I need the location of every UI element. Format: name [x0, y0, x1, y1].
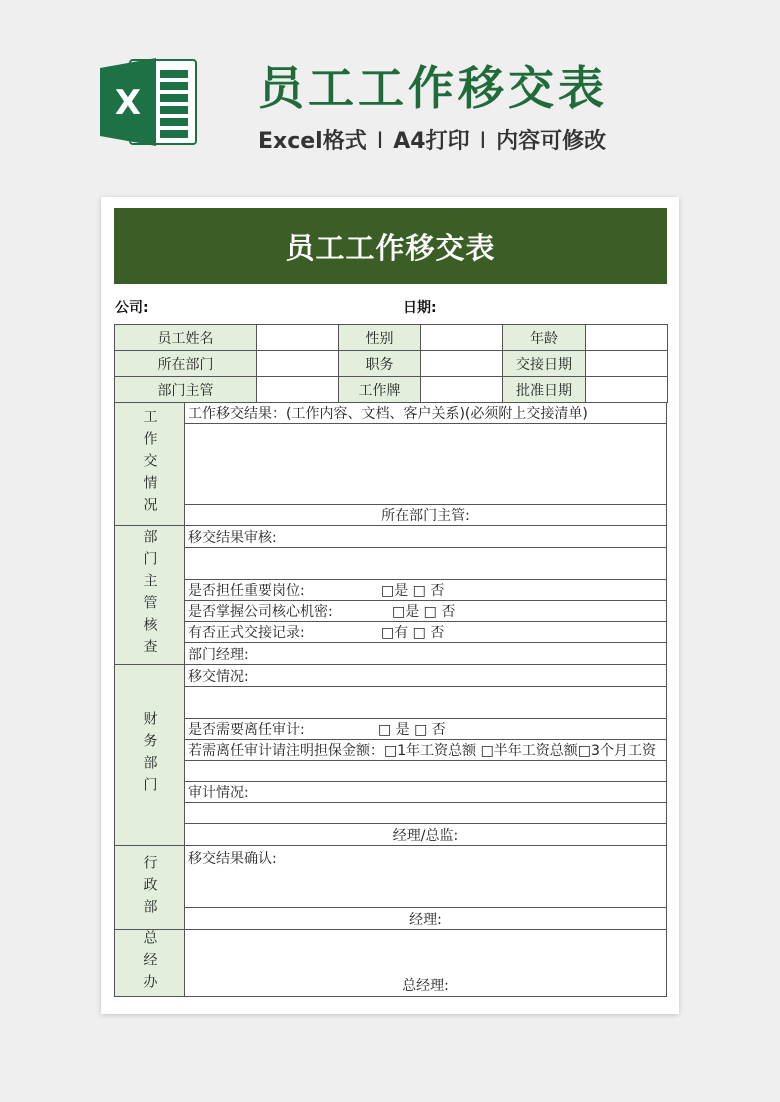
page-title: 员工工作移交表 [258, 61, 608, 115]
section-label [115, 930, 185, 996]
excel-logo-icon [100, 56, 198, 148]
section-label [115, 526, 185, 664]
gm-section-label: 总经办 [141, 930, 158, 996]
dept-q1-label: 是否担任重要岗位: [188, 583, 305, 599]
approval-date-field[interactable] [586, 377, 668, 403]
dept-q3-options[interactable]: □有 □ 否 [381, 625, 445, 641]
subtitle-editable: 内容可修改 [496, 129, 607, 154]
finance-audit-status-field[interactable] [185, 803, 666, 824]
dept-q3-label: 有否正式交接记录: [188, 625, 305, 641]
position-field[interactable] [421, 351, 503, 377]
work-result-label: 工作移交结果：(工作内容、文档、客户关系)(必须附上交接清单) [185, 403, 666, 424]
dept-manager-sign: 部门经理: [188, 646, 249, 663]
gender-label: 性别 [339, 325, 421, 351]
admin-section [114, 846, 667, 930]
info-row [115, 351, 668, 377]
supervisor-label: 部门主管 [115, 377, 257, 403]
finance-section-label: 财务部门 [141, 711, 158, 799]
handover-date-field[interactable] [586, 351, 668, 377]
position-label: 职务 [339, 351, 421, 377]
finance-audit-options[interactable]: □ 是 □ 否 [378, 722, 446, 738]
handover-date-label: 交接日期 [503, 351, 586, 377]
dept-section-label: 部门主管核查 [141, 529, 158, 661]
handover-form [114, 324, 667, 1002]
gm-sign: 总经理: [402, 978, 449, 994]
form-sheet [101, 197, 679, 1014]
employee-info-table [114, 324, 668, 403]
info-row [115, 325, 668, 351]
finance-blank-row[interactable] [185, 761, 666, 782]
dept-q2-label: 是否掌握公司核心机密: [188, 604, 333, 620]
admin-section-label: 行政部 [141, 854, 158, 921]
work-section-label: 工作交情况 [141, 409, 158, 519]
work-supervisor-sign: 所在部门主管: [381, 508, 470, 524]
subtitle-separator: I [479, 129, 487, 154]
dept-check-section [114, 526, 667, 665]
admin-confirm-label: 移交结果确认: [185, 846, 666, 908]
department-field[interactable] [257, 351, 339, 377]
dept-q3-row [185, 622, 666, 643]
finance-audit-status-label: 审计情况: [185, 782, 666, 803]
finance-audit-row [185, 719, 666, 740]
admin-manager-sign: 经理: [409, 911, 442, 928]
finance-guarantee-row: 若需离任审计请注明担保金额：□1年工资总额 □半年工资总额□3个月工资 [185, 740, 666, 761]
date-label: 日期: [403, 300, 437, 316]
age-field[interactable] [586, 325, 668, 351]
work-handover-section [114, 403, 667, 526]
subtitle-separator: I [376, 129, 384, 154]
dept-review-label: 移交结果审核: [185, 526, 666, 548]
finance-handover-field[interactable] [185, 687, 666, 719]
info-row [115, 377, 668, 403]
dept-q2-row [185, 601, 666, 622]
badge-field[interactable] [421, 377, 503, 403]
finance-director-sign: 经理/总监: [392, 827, 459, 844]
gm-office-section [114, 930, 667, 997]
gender-field[interactable] [421, 325, 503, 351]
company-label: 公司: [115, 300, 149, 316]
finance-handover-label: 移交情况: [185, 665, 666, 687]
approval-date-label: 批准日期 [503, 377, 586, 403]
age-label: 年龄 [503, 325, 586, 351]
subtitle-format: Excel格式 [258, 129, 367, 154]
work-result-field[interactable] [185, 424, 666, 505]
section-label [115, 846, 185, 929]
finance-audit-label: 是否需要离任审计: [188, 722, 305, 738]
dept-q1-options[interactable]: □是 □ 否 [381, 583, 445, 599]
subtitle [258, 124, 606, 155]
subtitle-print: A4打印 [393, 129, 470, 154]
finance-section [114, 665, 667, 846]
badge-label: 工作牌 [339, 377, 421, 403]
dept-review-field[interactable] [185, 548, 666, 580]
employee-name-label: 员工姓名 [115, 325, 257, 351]
sheet-banner-title: 员工工作移交表 [114, 208, 667, 284]
logo-letter: X [114, 83, 142, 123]
section-label [115, 665, 185, 845]
dept-q1-row [185, 580, 666, 601]
employee-name-field[interactable] [257, 325, 339, 351]
section-label [115, 403, 185, 525]
dept-q2-options[interactable]: □是 □ 否 [392, 604, 456, 620]
department-label: 所在部门 [115, 351, 257, 377]
supervisor-field[interactable] [257, 377, 339, 403]
